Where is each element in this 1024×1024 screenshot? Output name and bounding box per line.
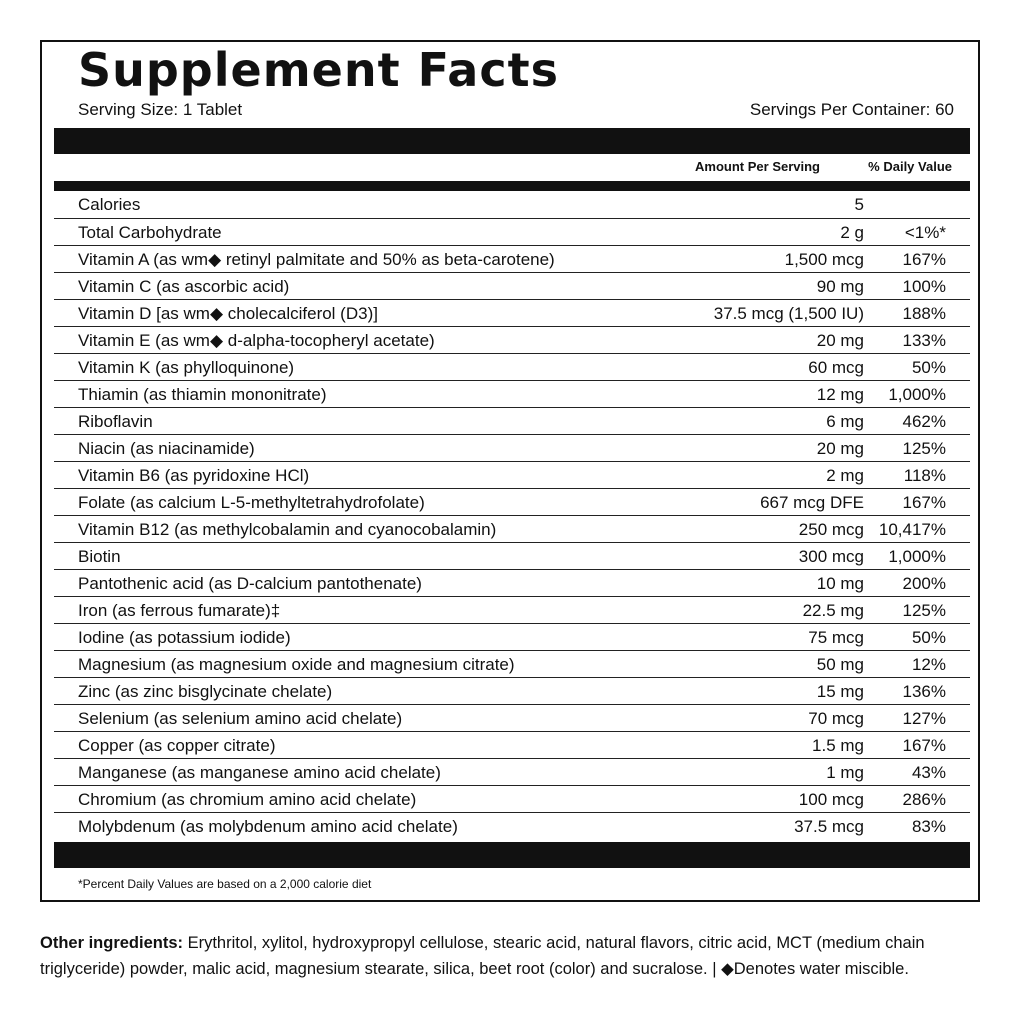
nutrient-amount: 1 mg (826, 763, 864, 782)
nutrient-daily-value: 50% (911, 628, 946, 647)
nutrient-name: Vitamin B6 (as pyridoxine HCl) (78, 466, 310, 485)
nutrient-row (54, 434, 970, 461)
nutrient-daily-value: 125% (902, 601, 946, 620)
supplement-facts-panel (40, 40, 980, 902)
nutrient-amount: 37.5 mcg (1,500 IU) (713, 304, 864, 323)
nutrient-name: Vitamin D [as wm◆ cholecalciferol (D3)] (78, 304, 378, 323)
other-ingredients-label: Other ingredients: (40, 934, 184, 952)
nutrient-daily-value: 462% (902, 412, 946, 431)
nutrient-amount: 90 mg (816, 277, 864, 296)
nutrient-row (54, 758, 970, 785)
nutrient-row (54, 272, 970, 299)
nutrient-name: Vitamin A (as wm◆ retinyl palmitate and 50% as beta-carotene) (78, 250, 555, 269)
nutrient-row (54, 542, 970, 569)
nutrient-name: Iodine (as potassium iodide) (78, 628, 291, 647)
nutrient-amount: 1.5 mg (812, 736, 864, 755)
nutrient-daily-value: 136% (902, 682, 946, 701)
nutrient-row (54, 785, 970, 812)
nutrient-amount: 2 mg (826, 466, 864, 485)
nutrient-name: Biotin (78, 547, 121, 566)
nutrient-row (54, 650, 970, 677)
nutrient-name: Total Carbohydrate (78, 223, 222, 242)
nutrient-name: Selenium (as selenium amino acid chelate) (78, 709, 403, 728)
nutrient-daily-value: 127% (902, 709, 946, 728)
nutrient-name: Vitamin B12 (as methylcobalamin and cyanocobalamin) (78, 520, 497, 539)
nutrient-amount: 37.5 mcg (794, 817, 864, 836)
nutrient-row (54, 407, 970, 434)
nutrient-daily-value: <1%* (904, 223, 946, 242)
nutrient-daily-value: 50% (911, 358, 946, 377)
nutrient-row (54, 461, 970, 488)
nutrient-name: Riboflavin (78, 412, 153, 431)
nutrient-amount: 667 mcg DFE (760, 493, 864, 512)
nutrient-name: Zinc (as zinc bisglycinate chelate) (78, 682, 333, 701)
nutrient-daily-value: 12% (911, 655, 946, 674)
nutrient-daily-value: 83% (911, 817, 946, 836)
nutrient-daily-value: 1,000% (888, 547, 946, 566)
servings-per-container: Servings Per Container: 60 (749, 100, 954, 119)
bottom-divider-bar (54, 842, 970, 868)
daily-value-column-header: % Daily Value (868, 159, 952, 174)
nutrient-daily-value: 133% (902, 331, 946, 350)
footnote: *Percent Daily Values are based on a 2,000 calorie diet (78, 877, 372, 891)
nutrient-amount: 12 mg (816, 385, 864, 404)
nutrient-amount: 22.5 mg (802, 601, 864, 620)
panel-title: Supplement Facts (78, 43, 559, 97)
nutrient-name: Magnesium (as magnesium oxide and magnesium citrate) (78, 655, 515, 674)
nutrient-amount: 20 mg (816, 331, 864, 350)
nutrient-amount: 5 (854, 195, 864, 214)
nutrient-row (54, 569, 970, 596)
nutrient-row (54, 299, 970, 326)
nutrient-name: Vitamin C (as ascorbic acid) (78, 277, 290, 296)
nutrient-name: Folate (as calcium L-5-methyltetrahydrofolate) (78, 493, 425, 512)
nutrient-row (54, 623, 970, 650)
nutrient-name: Molybdenum (as molybdenum amino acid chelate) (78, 817, 458, 836)
nutrient-daily-value: 167% (902, 493, 946, 512)
nutrient-amount: 10 mg (816, 574, 864, 593)
nutrient-daily-value: 167% (902, 736, 946, 755)
nutrient-daily-value: 100% (902, 277, 946, 296)
nutrient-daily-value: 10,417% (878, 520, 946, 539)
nutrient-amount: 20 mg (816, 439, 864, 458)
nutrient-daily-value: 286% (902, 790, 946, 809)
nutrient-name: Manganese (as manganese amino acid chelate) (78, 763, 441, 782)
nutrient-name: Vitamin K (as phylloquinone) (78, 358, 295, 377)
nutrient-amount: 250 mcg (798, 520, 864, 539)
nutrient-amount: 300 mcg (798, 547, 864, 566)
nutrient-row (54, 677, 970, 704)
nutrient-row (54, 596, 970, 623)
nutrient-name: Iron (as ferrous fumarate)‡ (78, 601, 281, 620)
nutrient-daily-value: 1,000% (888, 385, 946, 404)
nutrient-name: Pantothenic acid (as D-calcium pantothenate) (78, 574, 422, 593)
other-ingredients-text: Erythritol, xylitol, hydroxypropyl cellulose, stearic acid, natural flavors, citric acid, MCT (medium chain triglyceride) powder, malic acid, magnesium stearate, silica, beet root (color) and sucralose. | ◆Denotes water miscible. (40, 934, 925, 978)
nutrient-row (54, 245, 970, 272)
other-ingredients (40, 930, 980, 982)
nutrient-amount: 60 mcg (808, 358, 864, 377)
nutrient-row (54, 191, 970, 218)
serving-size: Serving Size: 1 Tablet (78, 100, 243, 119)
nutrient-daily-value: 167% (902, 250, 946, 269)
nutrient-row (54, 380, 970, 407)
nutrient-row (54, 218, 970, 245)
header-divider-bar (54, 181, 970, 191)
nutrient-name: Calories (78, 195, 141, 214)
nutrient-daily-value: 43% (911, 763, 946, 782)
nutrient-amount: 15 mg (816, 682, 864, 701)
nutrient-row (54, 812, 970, 839)
nutrient-name: Thiamin (as thiamin mononitrate) (78, 385, 327, 404)
nutrient-amount: 1,500 mcg (784, 250, 864, 269)
nutrient-row (54, 515, 970, 542)
nutrient-name: Vitamin E (as wm◆ d-alpha-tocopheryl acetate) (78, 331, 435, 350)
top-divider-bar (54, 128, 970, 154)
nutrient-name: Chromium (as chromium amino acid chelate) (78, 790, 417, 809)
nutrient-list (54, 191, 970, 839)
nutrient-row (54, 731, 970, 758)
nutrient-row (54, 488, 970, 515)
nutrient-name: Copper (as copper citrate) (78, 736, 276, 755)
nutrient-amount: 100 mcg (798, 790, 864, 809)
nutrient-daily-value: 118% (903, 466, 946, 485)
nutrient-daily-value: 188% (902, 304, 946, 323)
nutrient-row (54, 704, 970, 731)
nutrient-name: Niacin (as niacinamide) (78, 439, 255, 458)
amount-column-header: Amount Per Serving (695, 159, 820, 174)
nutrient-amount: 6 mg (826, 412, 864, 431)
nutrient-amount: 2 g (840, 223, 864, 242)
nutrient-amount: 50 mg (816, 655, 864, 674)
nutrient-daily-value: 200% (902, 574, 946, 593)
nutrient-row (54, 326, 970, 353)
nutrient-amount: 75 mcg (808, 628, 864, 647)
nutrient-amount: 70 mcg (808, 709, 864, 728)
nutrient-row (54, 353, 970, 380)
nutrient-daily-value: 125% (902, 439, 946, 458)
